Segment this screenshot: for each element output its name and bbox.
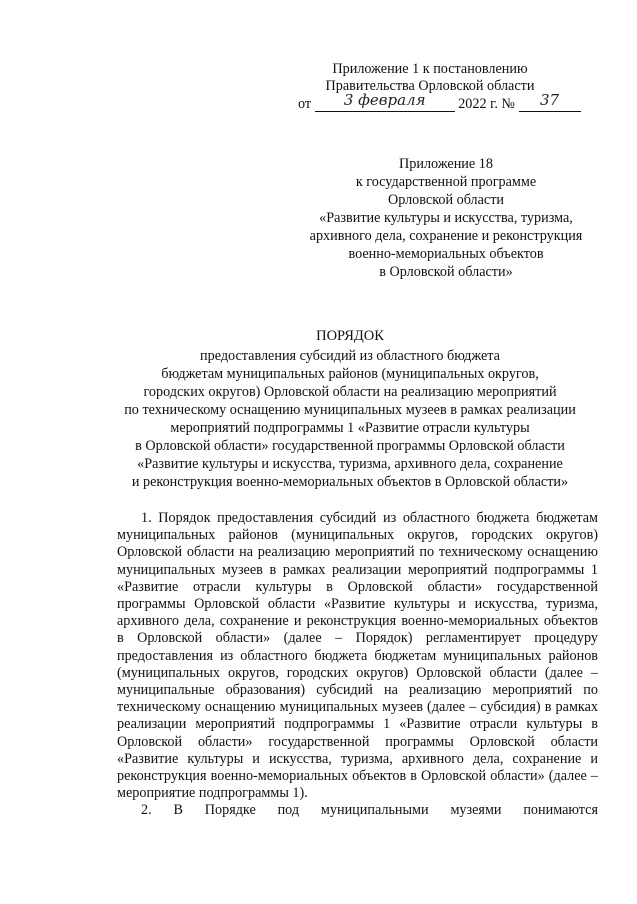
date-handwritten: 3 февраля — [343, 91, 426, 109]
heading-line: мероприятий подпрограммы 1 «Развитие отрасли культуры — [170, 420, 530, 436]
appendix-18-line: Приложение 18 — [399, 156, 493, 172]
paragraph-2: 2. В Порядке под муниципальными музеями понимаются — [141, 802, 598, 819]
appendix-1-line2: Правительства Орловской области — [325, 78, 535, 94]
heading-line: в Орловской области» государственной программы Орловской области — [135, 438, 565, 454]
appendix-18-line: архивного дела, сохранение и реконструкция — [309, 228, 583, 244]
heading-line: по техническому оснащению муниципальных музеев в рамках реализации — [124, 402, 576, 418]
appendix-1-line1: Приложение 1 к постановлению — [332, 61, 528, 77]
appendix-18-line: военно-мемориальных объектов — [348, 246, 544, 262]
heading-line: и реконструкция военно-мемориальных объектов в Орловской области» — [131, 474, 569, 490]
document-heading — [90, 327, 610, 491]
appendix-18-line: к государственной программе — [355, 174, 537, 190]
heading-line: городских округов) Орловской области на реализацию мероприятий — [143, 384, 557, 400]
number-handwritten: 37 — [539, 91, 560, 109]
heading-line: бюджетам муниципальных районов (муниципальных округов, — [161, 366, 539, 382]
number-blank — [519, 91, 581, 112]
date-prefix: от — [298, 96, 312, 112]
heading-line: «Развитие культуры и искусства, туризма, архивного дела, сохранение — [137, 456, 563, 472]
appendix-18-line: в Орловской области» — [379, 264, 513, 280]
document-title: ПОРЯДОК — [316, 328, 384, 344]
year-text: 2022 г. № — [458, 96, 515, 112]
date-blank — [315, 91, 455, 112]
document-body — [117, 510, 598, 820]
heading-line: предоставления субсидий из областного бюджета — [200, 348, 500, 364]
decree-date-row — [280, 91, 580, 113]
paragraph-1: 1. Порядок предоставления субсидий из областного бюджета бюджетам муниципальных районов (муниципальных округов, городских округов) Орловской области на реализацию мероприятий по техническому оснащению муниципальных музеев в рамках реализации мероприятий подпрограммы 1 «Развитие отрасли культуры в Орловской области» государственной программы Орловской области «Развитие культуры и искусства, туризма, архивного дела, сохранение и реконструкция военно-мемориальных объектов в Орловской области» (далее – Порядок) регламентирует процедуру предоставления из областного бюджета бюджетам муниципальных районов (муниципальных округов, городских округов) Орловской области (далее – муниципальные образования) субсидий на реализацию мероприятий по техническому оснащению муниципальных музеев (далее – субсидия) в рамках реализации мероприятий подпрограммы 1 «Развитие отрасли культуры в Орловской области» государственной программы Орловской области «Развитие культуры и искусства, туризма, архивного дела, сохранение и реконструкция военно-мемориальных объектов в Орловской области» (далее – мероприятие подпрограммы 1). — [117, 510, 598, 802]
appendix-18-line: Орловской области — [387, 192, 505, 208]
appendix-18-line: «Развитие культуры и искусства, туризма, — [319, 210, 573, 226]
appendix-18-header — [296, 155, 596, 281]
appendix-1-header — [280, 61, 580, 113]
